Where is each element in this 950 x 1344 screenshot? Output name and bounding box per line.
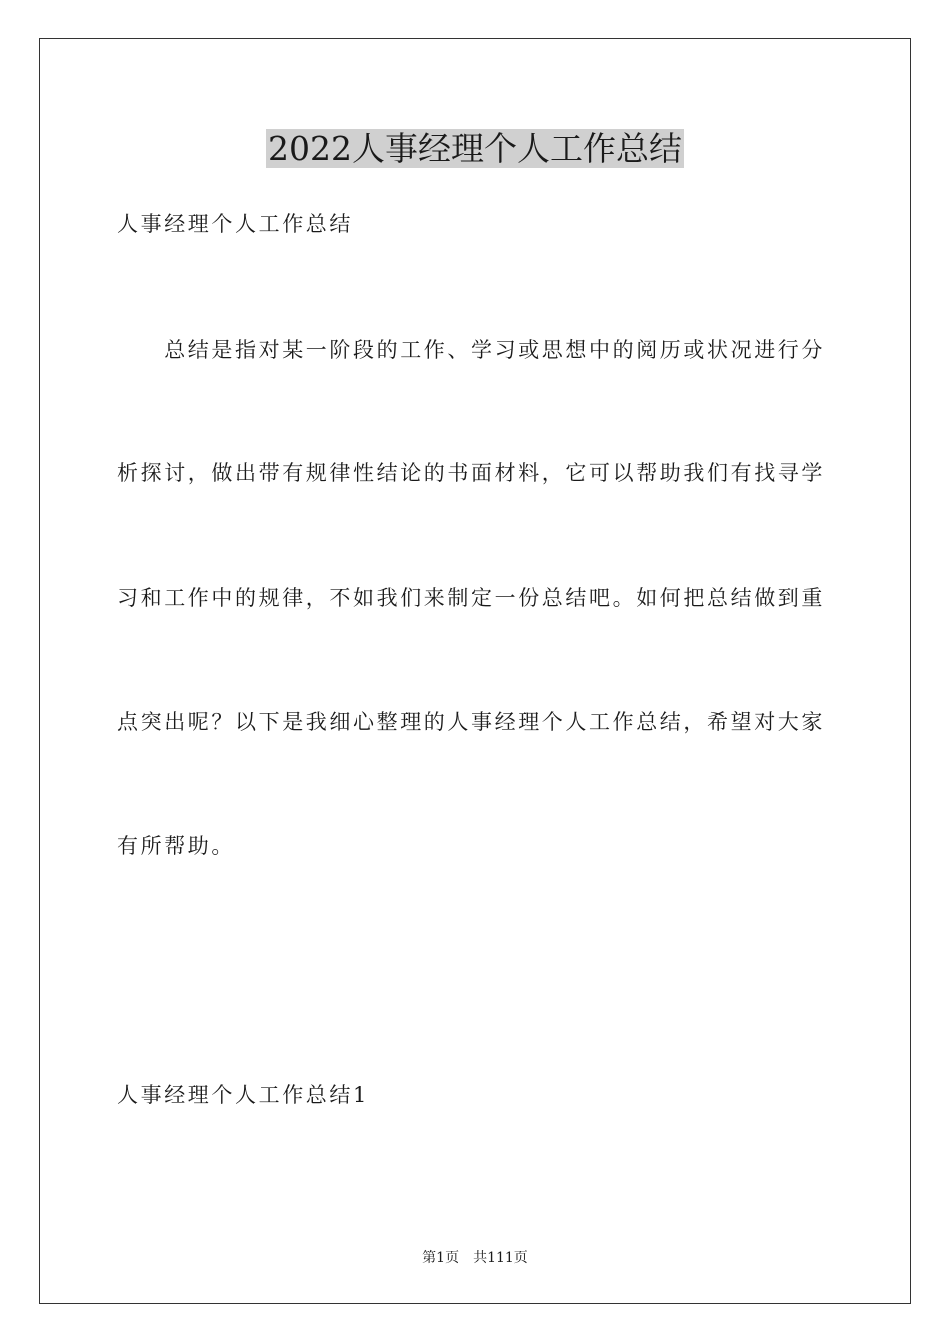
paragraph-line-4: 点突出呢？以下是我细心整理的人事经理个人工作总结，希望对大家	[117, 710, 825, 734]
paragraph-line-1: 总结是指对某一阶段的工作、学习或思想中的阅历或状况进行分	[117, 338, 825, 362]
paragraph-line-2: 析探讨，做出带有规律性结论的书面材料，它可以帮助我们有找寻学	[117, 461, 825, 485]
paragraph-line-3: 习和工作中的规律，不如我们来制定一份总结吧。如何把总结做到重	[117, 586, 825, 610]
section-heading: 人事经理个人工作总结1	[117, 1083, 369, 1107]
document-subtitle: 人事经理个人工作总结	[117, 212, 353, 236]
page-footer: 第1页 共111页	[422, 1250, 528, 1266]
document-title	[0, 124, 950, 174]
document-title-text: 2022人事经理个人工作总结	[268, 129, 682, 168]
paragraph-line-5: 有所帮助。	[117, 834, 235, 858]
